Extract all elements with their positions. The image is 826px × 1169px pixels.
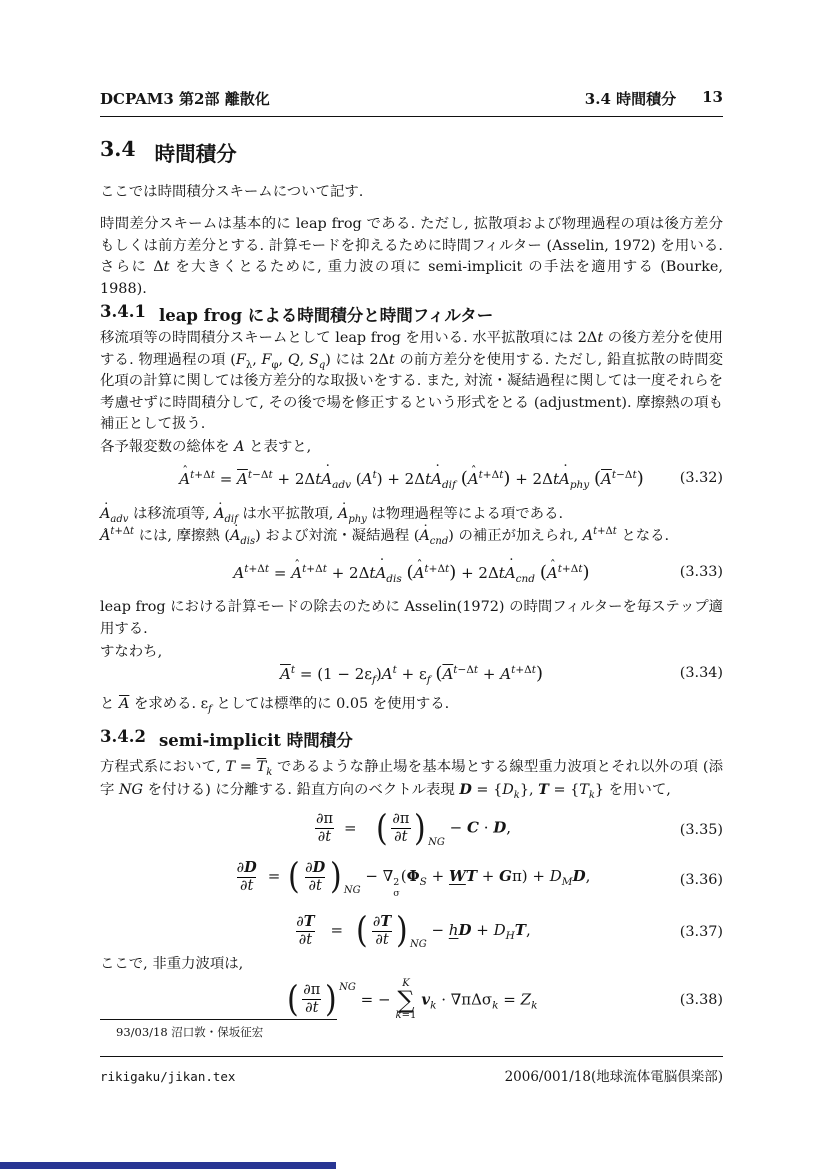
sub1-paragraph-2: 各予報変数の総体を A と表すと, — [100, 439, 312, 455]
equation-3-38-body: ( $\frac{\partial\pi}{\partial t}$ ) $^{NG}$ = − K ∑ k=1 $v_k \cdot \nabla\pi\Delta\sigma_k = Z_k$ — [286, 977, 538, 1022]
equation-3-34-number: (3.34) — [679, 665, 723, 681]
header-right — [585, 88, 723, 109]
page-content — [100, 0, 723, 1169]
footer-filename: rikigaku/jikan.tex — [100, 1069, 236, 1084]
equation-3-34 — [100, 656, 723, 690]
section-number: 3.4 — [100, 137, 136, 161]
equation-3-35 — [100, 806, 723, 854]
footer-credit: 2006/001/18(地球流体電脳倶楽部) — [504, 1069, 723, 1085]
header-page-number: 13 — [702, 88, 723, 106]
sub1-paragraph-3: A $˙_{adv}$ は移流項等, A $˙_{dif}$ は水平拡散項, A $˙_{phy}$ は物理過程等による項である. — [100, 504, 723, 526]
subsection-1-title: leap frog による時間積分と時間フィルター — [158, 306, 494, 325]
subsection-2-title: semi-implicit 時間積分 — [158, 731, 353, 750]
subsection-1-heading — [100, 302, 723, 326]
equation-3-36-number: (3.36) — [679, 872, 723, 888]
sub2-paragraph-2: ここで, 非重力波項は, — [100, 956, 244, 972]
section-title: 時間積分 — [154, 142, 237, 166]
subsection-2-heading — [100, 727, 723, 751]
sub1-paragraph-5: leap frog における計算モードの除去のために Asselin(1972) の時間フィルターを毎ステップ適用する. — [100, 599, 723, 637]
equation-3-33 — [100, 552, 723, 592]
page-footer — [100, 1056, 723, 1085]
equation-3-32-number: (3.32) — [679, 470, 723, 486]
equation-3-37-number: (3.37) — [679, 924, 723, 940]
equation-3-38-number: (3.38) — [679, 992, 723, 1008]
equation-3-32 — [100, 458, 723, 498]
equation-3-33-body: $A^{t+\Delta t} = A$ ˆ$^{t+\Delta t}$ + 2ΔtA $˙_{dis}$ (A ˆ$^{t+\Delta t}$) + 2ΔtA $˙_{cnd}$ (A ˆ$^{t+\Delta t}$) — [233, 562, 589, 583]
sub1-paragraph-6: すなわち, — [100, 644, 163, 660]
subsection-1-number: 3.4.1 — [100, 302, 146, 321]
footnote — [100, 1019, 723, 1040]
footnote-text: 93/03/18 沼口敦・保坂征宏 — [116, 1025, 264, 1039]
equation-3-37-body: $\frac{\partial T}{\partial t}$ = ( $\frac{\partial T}{\partial t}$ ) $_{NG}$ − hD + $D_HT$, — [296, 910, 531, 952]
equation-3-33-number: (3.33) — [679, 564, 723, 580]
progress-bar — [0, 1162, 336, 1169]
intro-paragraph-2: 時間差分スキームは基本的に leap frog である. ただし, 拡散項および物理過程の項は後方差分もしくは前方差分とする. 計算モードを抑えるために時間フィルター (Asselin, 1972) を用いる. さらに Δt を大きくとるために, 重力波の項に semi-implicit の手法を適用する (Bourke, 1988). — [100, 216, 723, 297]
subsection-2-number: 3.4.2 — [100, 727, 146, 746]
sub1-paragraph-7: と $\overline{A}$ を求める. $\varepsilon_f$ としては標準的に 0.05 を使用する. — [100, 696, 450, 715]
section-heading — [100, 137, 723, 167]
header-section: 3.4 時間積分 — [584, 90, 677, 108]
sub1-paragraph-1: 移流項等の時間積分スキームとして leap frog を用いる. 水平拡散項には 2Δt の後方差分を使用する. 物理過程の項 ($F_\lambda$, $F_\varphi$, Q, $S_q$) には 2Δt の前方差分を使用する. ただし, 鉛直拡散の時間変化項の計算に関しては後方差分的な取扱いをする. また, 対流・凝結過程に関しては一度それらを考慮せずに時間積分して, その後で場を修正するという形式をとる (adjustment). 摩擦熱の項も補正として扱う. — [100, 330, 724, 433]
equation-3-36-body: $\frac{\partial D}{\partial t}$ = ( $\frac{\partial D}{\partial t}$ ) $_{NG}$ − ∇ 2 σ ($\Phi_S$ + WT + $G\pi) + D_MD$, — [236, 856, 591, 900]
sub2-paragraph-1: 方程式系において, $T = \overline{T}_k$ であるような静止場を基本場とする線型重力波項とそれ以外の項 (添字 NG を付ける) に分離する. 鉛直方向のベクトル表現 $D = \{D_k\}$, $T = \{T_k\}$ を用いて, — [100, 759, 724, 801]
equation-3-35-number: (3.35) — [679, 822, 723, 838]
intro-paragraph-1: ここでは時間積分スキームについて記す. — [100, 184, 364, 200]
equation-3-36 — [100, 856, 723, 904]
equation-3-35-body: $\frac{\partial\pi}{\partial t}$ = ( $\frac{\partial\pi}{\partial t}$ ) $_{NG}$ − C · D, — [315, 807, 512, 849]
equation-3-32-body: A ˆ$^{t+\Delta t}$ = $\overline{A}^{t-\Delta t} + 2\Delta tA$ $˙_{adv}$ $(A^t) + 2\Delta tA$ $˙_{dif}$ (A ˆ$^{t+\Delta t}$) + 2ΔtA $˙_{phy}$ $(\overline{A}^{t-\Delta t})$ — [179, 468, 644, 489]
equation-3-37 — [100, 908, 723, 956]
header-left: DCPAM3 第2部 離散化 — [100, 90, 270, 108]
equation-3-34-body: $\overline{A}^t = (1 - 2\varepsilon_f)A^t + \varepsilon_f$ $(\overline{A}^{t-\Delta t} + A^{t+\Delta t})$ — [280, 662, 543, 686]
sub1-paragraph-4: A ˆ$^{t+\Delta t}$ には, 摩擦熱 (A $˙_{dis}$) および対流・凝結過程 (A $˙_{cnd}$) の補正が加えられ, $A^{t+\Delta t}$ となる. — [100, 526, 723, 548]
page-header — [100, 88, 723, 117]
